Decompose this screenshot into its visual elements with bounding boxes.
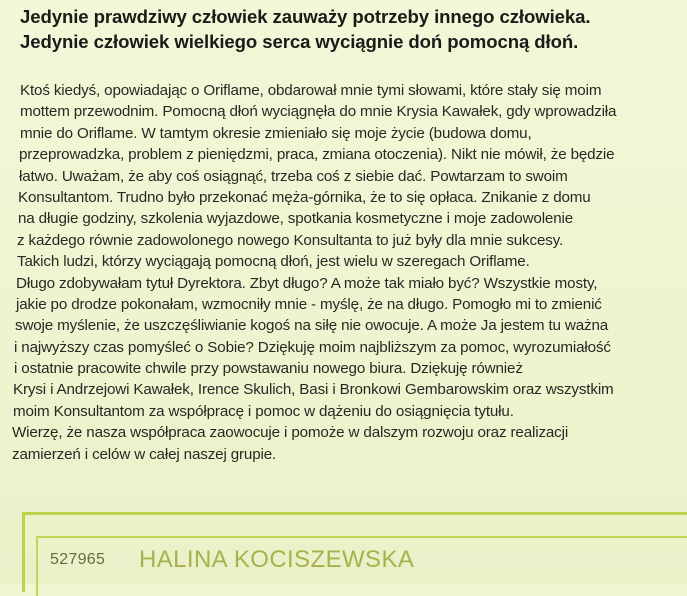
body-line: i ostatnie pracowite chwile przy powstawaniu nowego biura. Dziękuję również xyxy=(14,360,523,378)
headline xyxy=(20,4,680,54)
body-line: mottem przewodnim. Pomocną dłoń wyciągnęła do mnie Krysia Kawałek, gdy wprowadziła xyxy=(20,103,617,121)
body-line: moim Konsultantom za współpracę i pomoc w dążeniu do osiągnięcia tytułu. xyxy=(13,402,514,420)
body-line: jakie po drodze pokonałam, wzmocniły mnie - myślę, że na długo. Pomogło mi to zmienić xyxy=(16,295,602,313)
consultant-id: 527965 xyxy=(50,551,106,568)
body-line: Krysi i Andrzejowi Kawałek, Irence Skulich, Basi i Bronkowi Gembarowskim oraz wszystkim xyxy=(13,381,614,399)
body-line: swoje myślenie, że uszczęśliwianie kogoś na siłę nie owocuje. A może Ja jestem tu ważna xyxy=(15,317,609,335)
body-line: zamierzeń i celów w całej naszej grupie. xyxy=(12,445,277,463)
body-line: łatwo. Uważam, że aby coś osiągnąć, trzeba coś z siebie dać. Powtarzam to swoim xyxy=(19,167,568,185)
body-line: Ktoś kiedyś, opowiadając o Oriflame, obdarował mnie tymi słowami, które stały się moim xyxy=(20,82,602,99)
body-line: na długie godziny, szkolenia wyjazdowe, spotkania kosmetyczne i moje zadowolenie xyxy=(18,210,574,228)
body-text xyxy=(12,80,680,465)
body-line: Konsultantom. Trudno było przekonać męża-górnika, że to się opłaca. Znikanie z domu xyxy=(18,188,591,206)
body-line: Takich ludzi, którzy wyciągają pomocną dłoń, jest wielu w szeregach Oriflame. xyxy=(17,253,530,271)
consultant-name: HALINA KOCISZEWSKA xyxy=(139,546,415,573)
body-line: i najwyższy czas pomyśleć o Sobie? Dziękuję moim najbliższym za pomoc, wyrozumiałość xyxy=(14,338,611,356)
headline-line-1: Jedynie prawdziwy człowiek zauważy potrzeby innego człowieka. xyxy=(20,6,591,27)
body-line: Wierzę, że nasza współpraca zaowocuje i pomoże w dalszym rozwoju oraz realizacji xyxy=(12,424,569,442)
body-line: przeprowadzka, problem z pieniędzmi, praca, zmiana otoczenia). Nikt nie mówił, że będzie xyxy=(19,146,615,164)
body-line: z każdego równie zadowolonego nowego Konsultanta to już były dla mnie sukcesy. xyxy=(17,231,564,249)
body-line: Długo zdobywałam tytuł Dyrektora. Zbyt długo? A może tak miało być? Wszystkie mosty, xyxy=(16,274,598,292)
headline-line-2: Jedynie człowiek wielkiego serca wyciągnie doń pomocną dłoń. xyxy=(20,31,579,52)
body-line: mnie do Oriflame. W tamtym okresie zmieniało się moje życie (budowa domu, xyxy=(20,124,532,142)
